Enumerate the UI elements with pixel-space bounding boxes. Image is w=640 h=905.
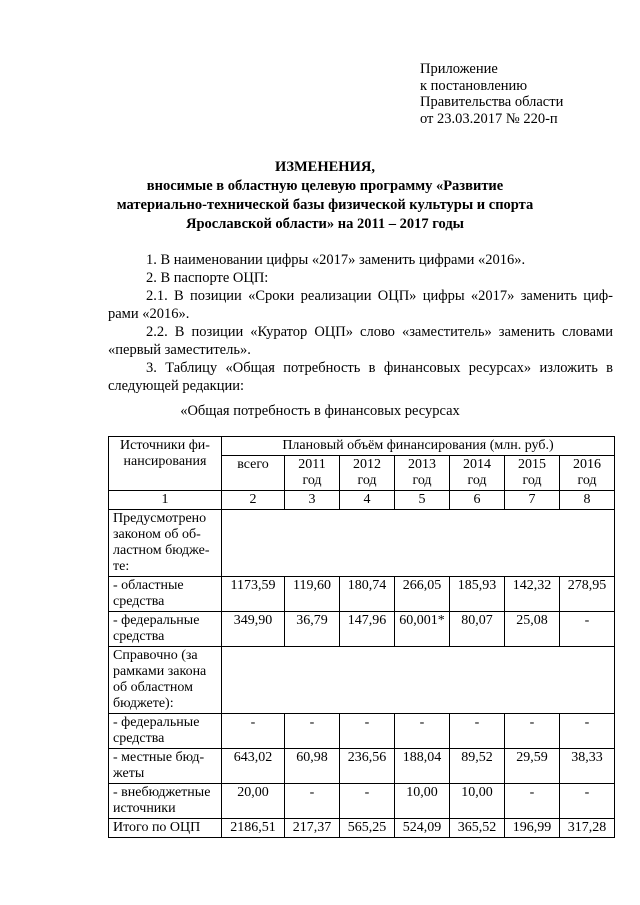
header-year: [450, 456, 505, 491]
table-cell: 80,07: [450, 612, 505, 647]
section-row: [109, 510, 615, 577]
title-line: вносимые в областную целевую программу «Развитие: [146, 178, 504, 194]
table-cell: -: [560, 784, 615, 819]
table-cell: 119,60: [285, 577, 340, 612]
table-cell: 142,32: [505, 577, 560, 612]
table-cell: -: [505, 784, 560, 819]
appendix-line: Правительства области: [420, 94, 564, 110]
table-cell: 60,98: [285, 749, 340, 784]
row-label-line: средства: [113, 731, 165, 746]
item-2-1-line2: рами «2016».: [108, 306, 190, 322]
document-title: [100, 158, 550, 234]
total-cell: 524,09: [395, 819, 450, 838]
year-unit: год: [357, 473, 377, 488]
year-value: 2011: [298, 457, 326, 472]
column-number-row: [109, 491, 615, 510]
section-label: [109, 510, 222, 577]
table-cell: 278,95: [560, 577, 615, 612]
year-value: 2015: [518, 457, 546, 472]
table-cell: -: [395, 714, 450, 749]
row-label-line: - местные бюд-: [113, 750, 205, 765]
section-line: рамками закона: [113, 664, 207, 679]
column-number: 3: [285, 491, 340, 510]
total-cell: 217,37: [285, 819, 340, 838]
amendments-list: [108, 251, 613, 395]
section-line: ластном бюдже-: [113, 543, 210, 558]
header-year: [560, 456, 615, 491]
table-cell: -: [560, 714, 615, 749]
row-label-line: источники: [113, 801, 176, 816]
title-line: ИЗМЕНЕНИЯ,: [275, 159, 375, 175]
table-cell: 185,93: [450, 577, 505, 612]
year-unit: год: [302, 473, 322, 488]
table-cell: 188,04: [395, 749, 450, 784]
table-cell: -: [222, 714, 285, 749]
table-cell: -: [450, 714, 505, 749]
row-label: [109, 714, 222, 749]
total-cell: 317,28: [560, 819, 615, 838]
appendix-line: к постановлению: [420, 77, 528, 94]
table-cell: 643,02: [222, 749, 285, 784]
item-2-1-line1: 2.1. В позиции «Сроки реализации ОЦП» цифры «2017» заменить циф-: [146, 288, 613, 304]
item-2: [108, 269, 613, 287]
table-row: [109, 749, 615, 784]
appendix-line: Приложение: [420, 61, 498, 77]
column-number: 8: [560, 491, 615, 510]
table-cell: 38,33: [560, 749, 615, 784]
section-line: бюджете):: [113, 696, 174, 711]
row-label-line: средства: [113, 629, 165, 644]
table-cell: 180,74: [340, 577, 395, 612]
table-cell: 29,59: [505, 749, 560, 784]
header-source: [109, 437, 222, 491]
financing-table: [108, 436, 615, 838]
header-year: [395, 456, 450, 491]
year-value: 2013: [408, 457, 436, 472]
year-unit: год: [412, 473, 432, 488]
table-cell: 147,96: [340, 612, 395, 647]
year-value: 2012: [353, 457, 381, 472]
row-label-line: - внебюджетные: [113, 785, 211, 800]
header-year: [285, 456, 340, 491]
table-cell: -: [505, 714, 560, 749]
section-line: те:: [113, 559, 130, 574]
table-cell: 349,90: [222, 612, 285, 647]
row-label: [109, 749, 222, 784]
table-caption: «Общая потребность в финансовых ресурсах: [180, 403, 460, 419]
table-cell: 60,001*: [395, 612, 450, 647]
table-row: [109, 784, 615, 819]
table-cell: 10,00: [395, 784, 450, 819]
table-cell: 1173,59: [222, 577, 285, 612]
item-1: [108, 251, 613, 269]
title-line: материально-технической базы физической культуры и спорта: [116, 197, 534, 213]
empty-cell: [222, 647, 615, 714]
item-3-line2: следующей редакции:: [108, 378, 245, 394]
table-cell: 266,05: [395, 577, 450, 612]
total-row: [109, 819, 615, 838]
item-2-text: 2. В паспорте ОЦП:: [146, 270, 269, 286]
table-header-row: [109, 437, 615, 456]
column-number: 4: [340, 491, 395, 510]
row-label-line: средства: [113, 594, 165, 609]
total-cell: 565,25: [340, 819, 395, 838]
column-number: 5: [395, 491, 450, 510]
table-cell: -: [340, 714, 395, 749]
table-cell: -: [285, 784, 340, 819]
header-plan: Плановый объём финансирования (млн. руб.): [222, 437, 615, 456]
section-line: законом об об-: [113, 527, 201, 542]
table-cell: 236,56: [340, 749, 395, 784]
column-number: 7: [505, 491, 560, 510]
header-year: [505, 456, 560, 491]
section-label: [109, 647, 222, 714]
item-2-1: [108, 287, 613, 323]
total-cell: 365,52: [450, 819, 505, 838]
table-cell: -: [560, 612, 615, 647]
header-total: всего: [222, 456, 285, 491]
header-source-line: нансирования: [123, 454, 207, 469]
section-line: об областном: [113, 680, 194, 695]
item-3-line1: 3. Таблицу «Общая потребность в финансовых ресурсах» изложить в: [146, 360, 613, 376]
table-cell: 36,79: [285, 612, 340, 647]
section-row: [109, 647, 615, 714]
year-value: 2014: [463, 457, 491, 472]
item-2-2-line2: «первый заместитель».: [108, 342, 251, 358]
table-row: [109, 577, 615, 612]
row-label-line: - федеральные: [113, 613, 200, 628]
column-number: 6: [450, 491, 505, 510]
row-label: [109, 577, 222, 612]
total-cell: 196,99: [505, 819, 560, 838]
appendix-block: [420, 61, 620, 127]
year-unit: год: [522, 473, 542, 488]
total-label: Итого по ОЦП: [109, 819, 222, 838]
table-cell: 10,00: [450, 784, 505, 819]
table-cell: -: [285, 714, 340, 749]
table-cell: -: [340, 784, 395, 819]
column-number: 1: [109, 491, 222, 510]
item-1-text: 1. В наименовании цифры «2017» заменить цифрами «2016».: [146, 252, 526, 268]
item-3: [108, 359, 613, 395]
column-number: 2: [222, 491, 285, 510]
row-label: [109, 784, 222, 819]
year-value: 2016: [573, 457, 601, 472]
item-2-2: [108, 323, 613, 359]
row-label-line: - областные: [113, 578, 184, 593]
total-cell: 2186,51: [222, 819, 285, 838]
year-unit: год: [467, 473, 487, 488]
section-line: Справочно (за: [113, 648, 198, 663]
appendix-line: от 23.03.2017 № 220-п: [420, 110, 558, 127]
table-row: [109, 612, 615, 647]
table-cell: 25,08: [505, 612, 560, 647]
row-label: [109, 612, 222, 647]
table-cell: 20,00: [222, 784, 285, 819]
title-line: Ярославской области» на 2011 – 2017 годы: [185, 216, 465, 232]
section-line: Предусмотрено: [113, 511, 207, 526]
empty-cell: [222, 510, 615, 577]
item-2-2-line1: 2.2. В позиции «Куратор ОЦП» слово «заместитель» заменить словами: [146, 324, 613, 340]
row-label-line: - федеральные: [113, 715, 200, 730]
table-row: [109, 714, 615, 749]
year-unit: год: [577, 473, 597, 488]
header-year: [340, 456, 395, 491]
table-cell: 89,52: [450, 749, 505, 784]
header-source-line: Источники фи-: [120, 438, 210, 453]
row-label-line: жеты: [113, 766, 145, 781]
